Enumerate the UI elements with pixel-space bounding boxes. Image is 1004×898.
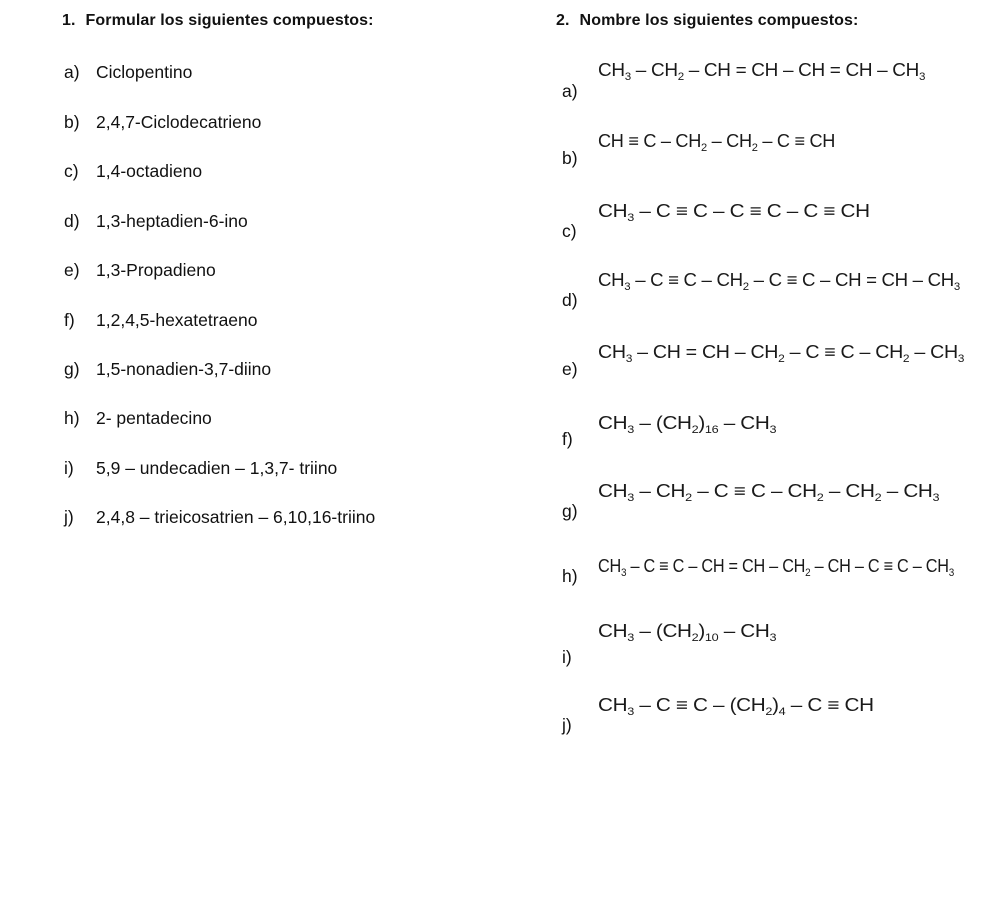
formula-label: f) (562, 429, 573, 449)
compound-name-text: 2- pentadecino (96, 408, 212, 428)
chemical-formula: $CH_3 - C \equiv C$ – CH = CH – $CH_2$ – CH – $C \equiv C - CH_3$ (598, 556, 954, 579)
item-label: e) (64, 260, 80, 280)
compound-name-item (64, 507, 375, 528)
chemical-formula: CH ≡ C – $CH_2 - CH_2$ – C ≡ CH (598, 131, 836, 154)
compound-name-text: 1,3-Propadieno (96, 260, 216, 280)
formula-label: d) (562, 290, 578, 310)
compound-name-item (64, 260, 216, 281)
chemical-formula: $CH_3 - CH_2 - C \equiv C - CH_2 - CH_2 - CH_3$ (598, 481, 940, 504)
compound-name-text: 5,9 – undecadien – 1,3,7- triino (96, 458, 338, 478)
compound-name-item (64, 310, 258, 331)
compound-name-item (64, 62, 192, 83)
compound-name-item (64, 408, 212, 429)
compound-name-text: 2,4,8 – trieicosatrien – 6,10,16-triino (96, 507, 376, 527)
formula-label: b) (562, 148, 578, 168)
chemical-formula: $CH_3 - (CH_2)_{16} - CH_3$ (598, 413, 777, 436)
chemical-formula: $CH_3 - (CH_2)_{10} - CH_3$ (598, 621, 777, 644)
compound-name-item (64, 161, 202, 182)
item-label: h) (64, 408, 80, 428)
compound-name-text: 1,4-octadieno (96, 161, 203, 181)
section-1-title: Formular los siguientes compuestos: (85, 12, 374, 29)
chemical-formula: $CH_3 - CH_2$ – CH = CH – CH = CH – $CH_3$ (598, 60, 926, 83)
section-1-heading (62, 12, 374, 30)
formula-label: a) (562, 81, 578, 101)
compound-name-text: 1,3-heptadien-6-ino (96, 211, 248, 231)
item-label: j) (64, 507, 74, 527)
item-label: i) (64, 458, 74, 478)
formula-label: j) (562, 715, 572, 735)
item-label: g) (64, 359, 80, 379)
section-2-title: Nombre los siguientes compuestos: (579, 12, 859, 29)
chemical-formula: $CH_3 - C \equiv C - CH_2 - C \equiv C$ – CH = CH – $CH_3$ (598, 270, 960, 293)
formula-label: h) (562, 566, 578, 586)
item-label: b) (64, 112, 80, 132)
chemical-formula: $CH_3 - C \equiv C - C \equiv C - C$ ≡ CH (598, 201, 870, 224)
compound-name-item (64, 211, 248, 232)
compound-name-text: Ciclopentino (96, 62, 193, 82)
section-1-number: 1. (62, 12, 76, 29)
item-label: a) (64, 62, 80, 82)
compound-name-item (64, 112, 261, 133)
chemical-formula: $CH_3$ – CH = CH – $CH_2 - C \equiv C - CH_2 - CH_3$ (598, 342, 965, 365)
formula-label: i) (562, 647, 572, 667)
item-label: f) (64, 310, 75, 330)
item-label: c) (64, 161, 79, 181)
formula-label: e) (562, 359, 578, 379)
formula-label: g) (562, 501, 578, 521)
compound-name-text: 2,4,7-Ciclodecatrieno (96, 112, 262, 132)
compound-name-text: 1,2,4,5-hexatetraeno (96, 310, 258, 330)
section-2-number: 2. (556, 12, 570, 29)
compound-name-text: 1,5-nonadien-3,7-diino (96, 359, 272, 379)
formula-label: c) (562, 221, 577, 241)
chemical-formula: $CH_3 - C \equiv C - (CH_2)_4 - C$ ≡ CH (598, 695, 874, 718)
item-label: d) (64, 211, 80, 231)
compound-name-item (64, 359, 271, 380)
section-2-heading (556, 12, 858, 30)
compound-name-item (64, 458, 337, 479)
